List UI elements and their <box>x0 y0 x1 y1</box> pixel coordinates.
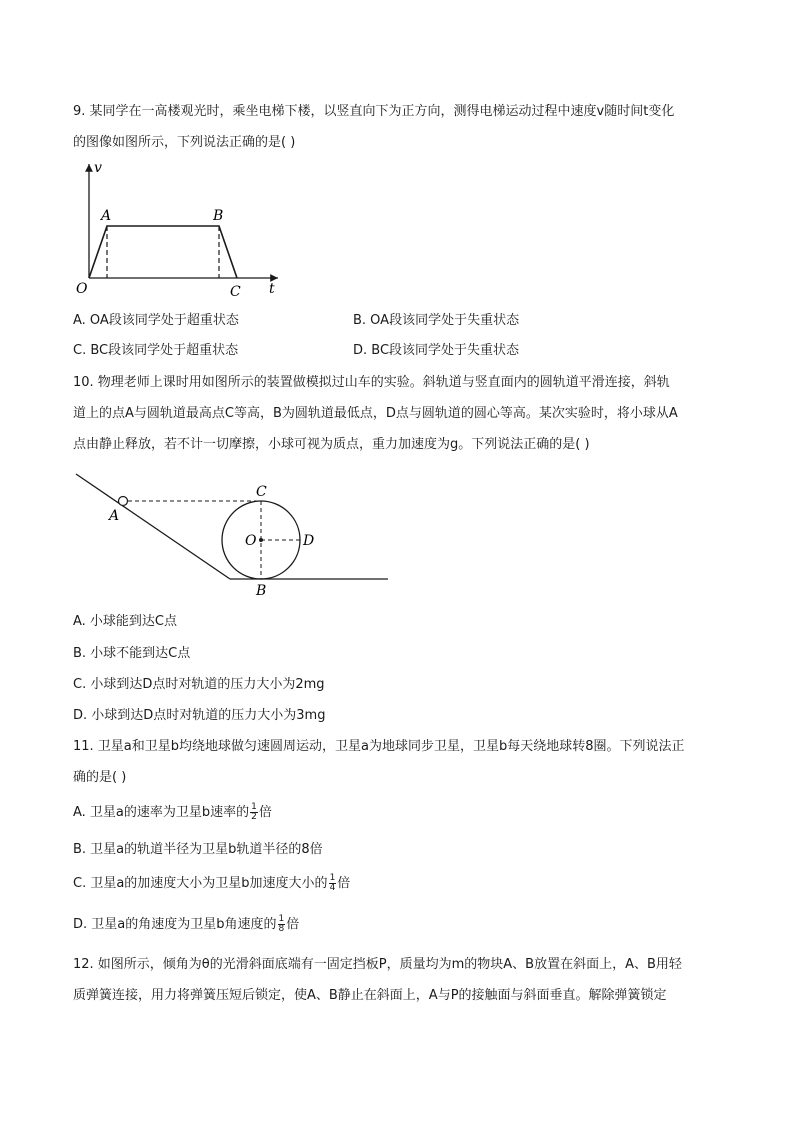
vt-curve <box>89 226 237 278</box>
label-v: v <box>94 160 102 176</box>
option-suffix: 倍 <box>286 917 300 932</box>
label-D: D <box>303 533 315 549</box>
q11-option-c[interactable] <box>73 874 350 894</box>
option-text: A. 卫星a的速率为卫星b速率的 <box>73 805 250 820</box>
option-suffix: 倍 <box>337 876 351 891</box>
fraction <box>250 803 258 822</box>
q11-option-d[interactable] <box>73 915 299 935</box>
q10-option-a[interactable]: A. 小球能到达C点 <box>73 614 178 629</box>
label-B: B <box>256 583 267 598</box>
q11-stem-line-2: 确的是( ) <box>73 770 127 785</box>
fraction-numerator: 1 <box>329 873 336 883</box>
q10-option-b[interactable]: B. 小球不能到达C点 <box>73 646 191 661</box>
fraction <box>278 915 286 934</box>
q11-option-b[interactable]: B. 卫星a的轨道半径为卫星b轨道半径的8倍 <box>73 842 323 857</box>
option-suffix: 倍 <box>258 805 272 820</box>
q9-stem-line-1: 9. 某同学在一高楼观光时，乘坐电梯下楼，以竖直向下为正方向，测得电梯运动过程中速度v随时间t变化 <box>73 104 675 119</box>
incline-track <box>76 474 230 579</box>
fraction <box>329 874 337 893</box>
label-B: B <box>213 208 224 224</box>
q12-stem-line-1: 12. 如图所示，倾角为θ的光滑斜面底端有一固定挡板P，质量均为m的物块A、B放置在斜面上，A、B用轻 <box>73 957 682 972</box>
label-A: A <box>109 508 120 524</box>
fraction-numerator: 1 <box>278 914 285 924</box>
q12-stem-line-2: 质弹簧连接，用力将弹簧压短后锁定，使A、B静止在斜面上，A与P的接触面与斜面垂直。解除弹簧锁定 <box>73 988 667 1003</box>
q10-stem-line-2: 道上的点A与圆轨道最高点C等高，B为圆轨道最低点，D点与圆轨道的圆心等高。某次实验时，将小球从A <box>73 406 678 421</box>
q11-stem-line-1: 11. 卫星a和卫星b均绕地球做匀速圆周运动，卫星a为地球同步卫星，卫星b每天绕地球转8圈。下列说法正 <box>73 739 685 754</box>
q10-stem-line-1: 10. 物理老师上课时用如图所示的装置做模拟过山车的实验。斜轨道与竖直面内的圆轨道平滑连接，斜轨 <box>73 375 670 390</box>
fraction-denominator: 4 <box>329 883 336 893</box>
fraction-denominator: 8 <box>278 924 285 934</box>
q11-option-a[interactable] <box>73 803 272 823</box>
ball <box>119 497 128 506</box>
label-O: O <box>76 281 88 297</box>
center-dot <box>259 538 263 542</box>
option-text: C. 卫星a的加速度大小为卫星b加速度大小的 <box>73 876 328 891</box>
label-O: O <box>245 533 257 549</box>
q9-option-b[interactable]: B. OA段该同学处于失重状态 <box>353 313 520 328</box>
q9-vt-graph <box>70 158 285 300</box>
label-C: C <box>230 284 241 300</box>
q9-option-a[interactable]: A. OA段该同学处于超重状态 <box>73 313 239 328</box>
fraction-denominator: 2 <box>251 812 257 822</box>
q10-option-d[interactable]: D. 小球到达D点时对轨道的压力大小为3mg <box>73 708 326 723</box>
q10-stem-line-3: 点由静止释放，若不计一切摩擦，小球可视为质点，重力加速度为g。下列说法正确的是( ) <box>73 437 590 452</box>
q10-option-c[interactable]: C. 小球到达D点时对轨道的压力大小为2mg <box>73 677 325 692</box>
label-A: A <box>101 208 112 224</box>
q9-option-d[interactable]: D. BC段该同学处于失重状态 <box>353 343 520 358</box>
fraction-numerator: 1 <box>251 802 257 812</box>
q9-stem-line-2: 的图像如图所示，下列说法正确的是( ) <box>73 135 296 150</box>
label-C: C <box>256 484 267 500</box>
option-text: D. 卫星a的角速度为卫星b角速度的 <box>73 917 277 932</box>
q10-loop-track-figure <box>70 468 392 598</box>
label-t: t <box>269 281 275 297</box>
q9-option-c[interactable]: C. BC段该同学处于超重状态 <box>73 343 239 358</box>
